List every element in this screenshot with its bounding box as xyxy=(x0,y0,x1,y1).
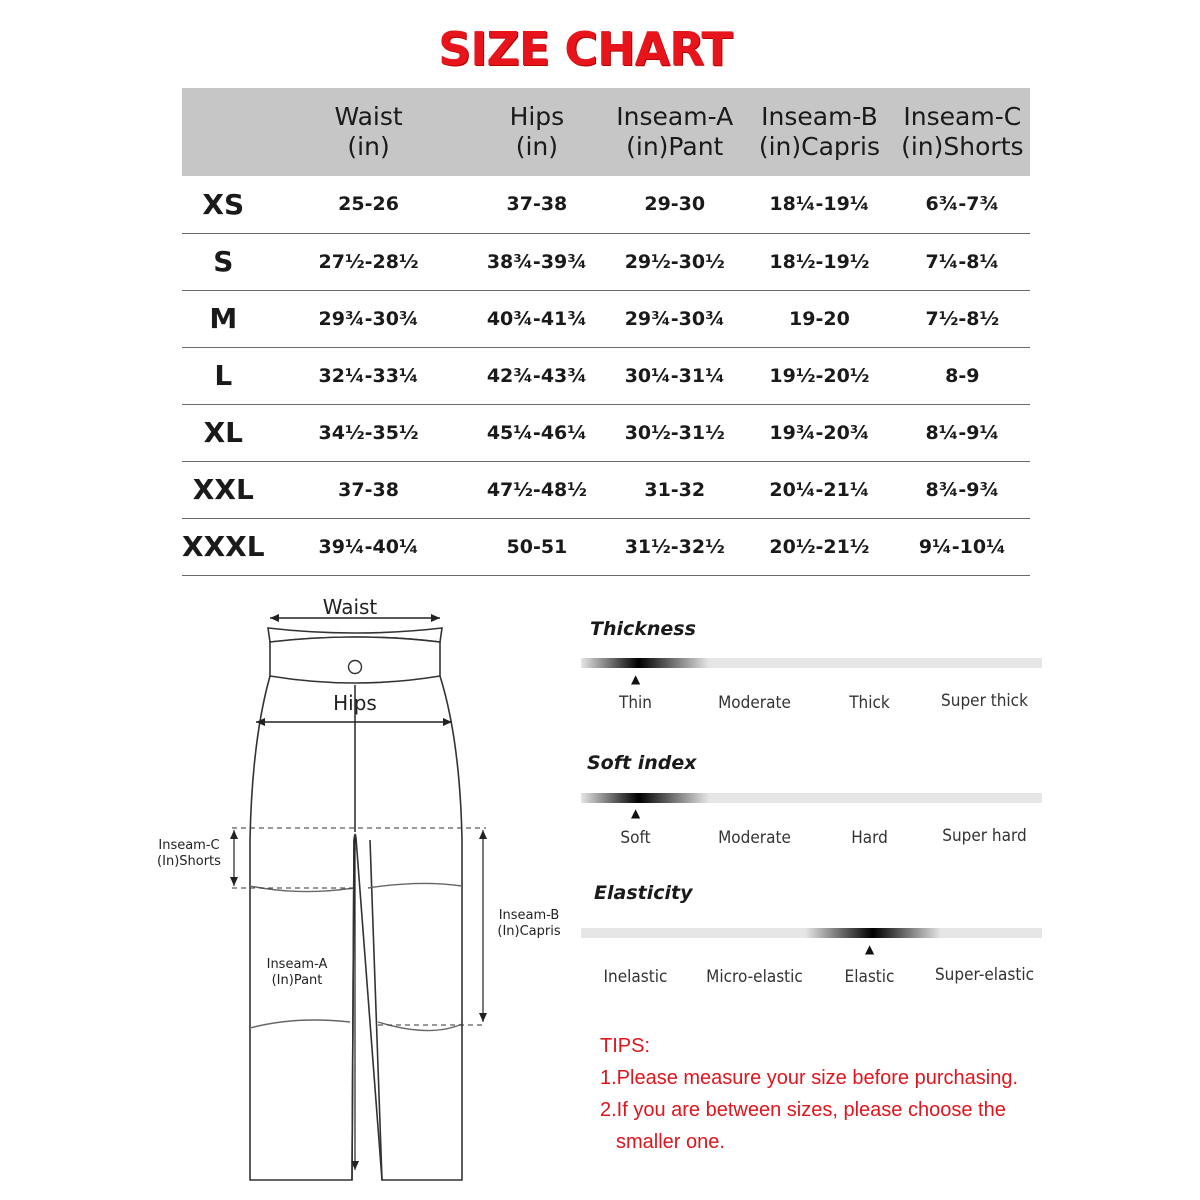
soft-index-option: Hard xyxy=(851,828,888,848)
table-row xyxy=(182,347,1030,404)
thickness-option: Thin xyxy=(619,693,652,713)
hips-cell: 45¼-46¼ xyxy=(486,421,587,444)
size-label: S xyxy=(213,245,234,278)
inseam-b-cell: 19½-20½ xyxy=(769,364,870,387)
table-row xyxy=(182,176,1030,233)
elasticity-option: Super-elastic xyxy=(934,965,1035,985)
size-label: XS xyxy=(202,187,245,221)
waist-cell: 34½-35½ xyxy=(318,421,419,444)
thickness-scale-bar xyxy=(581,658,1042,668)
inseam-c-label-line1: Inseam-C xyxy=(158,838,220,853)
header-inseam-c: Inseam-C (in)Shorts xyxy=(901,102,1024,161)
hips-label: Hips xyxy=(333,691,377,715)
inseam-a-cell: 29¾-30¾ xyxy=(624,307,725,330)
table-row xyxy=(182,233,1030,290)
table-row xyxy=(182,461,1030,518)
inseam-b-cell: 18¼-19¼ xyxy=(769,193,870,216)
soft-index-option: Super hard xyxy=(942,826,1027,846)
soft-index-title: Soft index xyxy=(587,752,697,774)
table-row xyxy=(182,290,1030,347)
inseam-c-cell: 8¾-9¾ xyxy=(925,478,1000,501)
tip-2-continued: smaller one. xyxy=(616,1131,725,1153)
waist-cell: 37-38 xyxy=(338,478,399,501)
inseam-b-cell: 19¾-20¾ xyxy=(769,421,870,444)
thickness-arrow-icon: ▲ xyxy=(631,672,641,686)
waist-label: Waist xyxy=(322,595,378,619)
inseam-b-cell: 20½-21½ xyxy=(769,535,870,558)
inseam-a-cell: 31½-32½ xyxy=(624,535,725,558)
header-hips: Hips (in) xyxy=(509,102,565,161)
inseam-a-label-line1: Inseam-A xyxy=(266,957,328,972)
hips-cell: 38¾-39¾ xyxy=(486,250,587,273)
soft-index-scale-bar xyxy=(581,793,1042,803)
inseam-a-cell: 30¼-31¼ xyxy=(624,364,725,387)
elasticity-option: Inelastic xyxy=(603,967,668,987)
elasticity-selected-mark xyxy=(805,928,941,938)
table-row xyxy=(182,518,1030,575)
hips-cell: 50-51 xyxy=(506,535,568,558)
hips-cell: 47½-48½ xyxy=(486,478,587,501)
waist-cell: 25-26 xyxy=(338,193,399,216)
tip-1: 1.Please measure your size before purchasing. xyxy=(600,1067,1019,1089)
table-header-row xyxy=(182,88,1030,176)
inseam-c-cell: 8-9 xyxy=(945,364,980,387)
size-chart-table xyxy=(182,88,1030,576)
waist-cell: 32¼-33¼ xyxy=(318,364,419,387)
table-row xyxy=(182,404,1030,461)
size-label: M xyxy=(209,302,238,335)
inseam-c-label-line2: (In)Shorts xyxy=(157,854,221,869)
soft-index-option: Soft xyxy=(620,828,651,848)
hips-cell: 37-38 xyxy=(506,193,568,216)
inseam-c-cell: 7¼-8¼ xyxy=(925,250,1000,273)
inseam-a-label-line2: (In)Pant xyxy=(271,973,323,988)
inseam-c-cell: 8¼-9¼ xyxy=(925,421,1000,444)
waist-cell: 27½-28½ xyxy=(318,250,419,273)
thickness-selected-mark xyxy=(581,658,709,668)
tips-heading: TIPS: xyxy=(600,1035,651,1057)
inseam-b-cell: 19-20 xyxy=(789,307,850,330)
hips-cell: 42¾-43¾ xyxy=(486,364,587,387)
elasticity-title: Elasticity xyxy=(594,882,693,904)
waist-cell: 29¾-30¾ xyxy=(318,307,419,330)
thickness-option: Moderate xyxy=(718,693,791,713)
soft-index-option: Moderate xyxy=(718,828,791,848)
inseam-a-cell: 31-32 xyxy=(644,478,706,501)
waist-cell: 39¼-40¼ xyxy=(318,535,419,558)
inseam-b-cell: 18½-19½ xyxy=(769,250,870,273)
inseam-b-label-line2: (In)Capris xyxy=(497,924,561,939)
inseam-a-cell: 29½-30½ xyxy=(624,250,725,273)
elasticity-arrow-icon: ▲ xyxy=(865,942,875,956)
thickness-option: Super thick xyxy=(941,691,1028,711)
tip-2: 2.If you are between sizes, please choose the xyxy=(600,1099,1006,1121)
header-size xyxy=(182,88,269,176)
size-label: L xyxy=(214,359,233,392)
hips-cell: 40¾-41¾ xyxy=(486,307,587,330)
tips-section xyxy=(600,1030,1160,1158)
size-label: XXL xyxy=(192,473,254,506)
page-title: SIZE CHART xyxy=(438,22,732,76)
inseam-c-cell: 9¼-10¼ xyxy=(918,535,1006,558)
header-waist: Waist (in) xyxy=(334,102,403,161)
size-label: XXXL xyxy=(182,530,265,563)
thickness-option: Thick xyxy=(849,693,890,713)
inseam-b-label-line1: Inseam-B xyxy=(498,908,560,923)
elasticity-option: Elastic xyxy=(844,967,895,987)
header-inseam-a: Inseam-A (in)Pant xyxy=(616,102,734,161)
soft-index-selected-mark xyxy=(581,793,709,803)
inseam-b-cell: 20¼-21¼ xyxy=(769,478,870,501)
inseam-c-cell: 7½-8½ xyxy=(925,307,1000,330)
inseam-a-cell: 30½-31½ xyxy=(624,421,725,444)
inseam-c-cell: 6¾-7¾ xyxy=(925,193,1000,216)
soft-index-arrow-icon: ▲ xyxy=(631,806,641,820)
elasticity-option: Micro-elastic xyxy=(706,967,803,987)
elasticity-scale-bar xyxy=(581,928,1042,938)
size-label: XL xyxy=(203,416,244,449)
inseam-a-cell: 29-30 xyxy=(644,193,706,216)
pants-outline-icon xyxy=(140,590,580,1190)
header-inseam-b: Inseam-B (in)Capris xyxy=(758,102,881,161)
thickness-title: Thickness xyxy=(590,618,696,640)
pants-diagram xyxy=(140,590,580,1190)
